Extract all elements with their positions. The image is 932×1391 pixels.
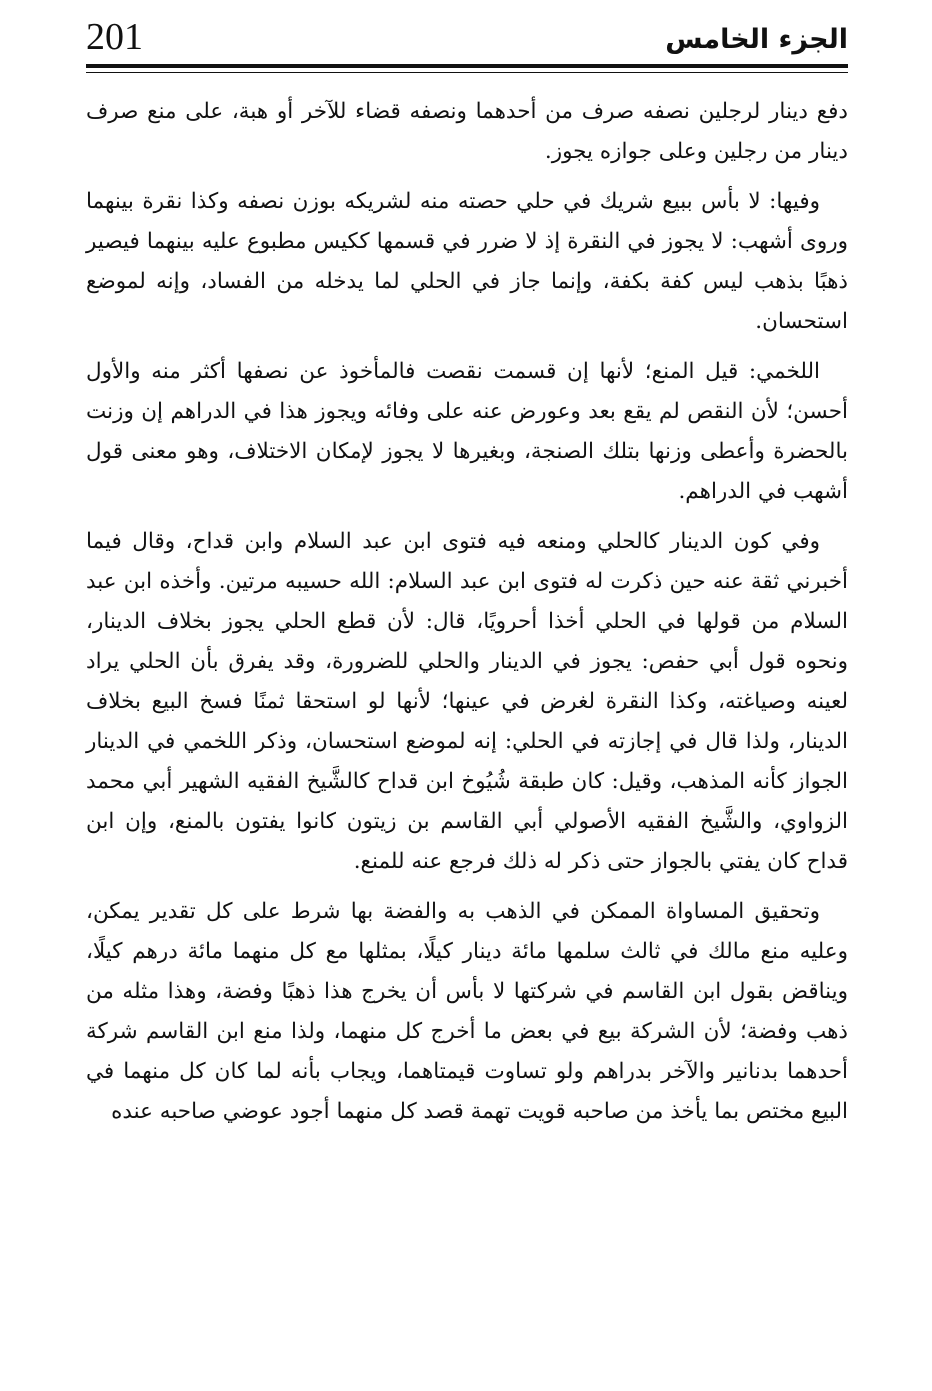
paragraph-2: وفيها: لا بأس ببيع شريك في حلي حصته منه لشريكه بوزن نصفه وكذا نقرة بينهما وروى أشهب: لا يجوز في النقرة إذ لا ضرر في قسمها ككيس مطبوع عليه بينهما فيصير ذهبًا بذهب ليس كفة بكفة، وإنما جاز في الحلي لما يدخله من الفساد، وإنه لموضع استحسان.	[86, 189, 848, 334]
running-head: الجزء الخامس	[665, 24, 848, 55]
paragraph-3: اللخمي: قيل المنع؛ لأنها إن قسمت نقصت فالمأخوذ عن نصفها أكثر منه والأول أحسن؛ لأن النقص لم يقع بعد وعورض عنه على وفائه ويجوز هذا في الدراهم إن وزنت بالحضرة وأعطى وزنها بتلك الصنجة، وبغيرها لا يجوز لإمكان الاختلاف، وهو معنى قول أشهب في الدراهم.	[86, 359, 848, 504]
header-rule-thick	[86, 64, 848, 68]
body-text	[86, 92, 848, 1142]
paragraph-5: وتحقيق المساواة الممكن في الذهب به والفضة بها شرط على كل تقدير يمكن، وعليه منع مالك في ثالث سلمها مائة دينار كيلًا، بمثلها مع كل منهما مائة درهم كيلًا، ويناقض بقول ابن القاسم في شركتها لا بأس أن يخرج هذا ذهبًا وفضة، وهذا مثله من ذهب وفضة؛ لأن الشركة بيع في بعض ما أخرج كل منهما، ولذا منع ابن القاسم شركة أحدهما بدنانير والآخر بدراهم ولو تساوت قيمتاهما، ويجاب بأنه لما كان كل منهما في البيع مختص بما يأخذ من صاحبه قويت تهمة قصد كل منهما أجود عوضي صاحبه عنده	[86, 899, 848, 1124]
paragraph-1: دفع دينار لرجلين نصفه صرف من أحدهما ونصفه قضاء للآخر أو هبة، على منع صرف دينار من رجلين وعلى جوازه يجوز.	[86, 99, 848, 164]
page-header	[86, 14, 848, 66]
page-number: 201	[86, 16, 143, 58]
paragraph-4: وفي كون الدينار كالحلي ومنعه فيه فتوى ابن عبد السلام وابن قداح، وقال فيما أخبرني ثقة عنه حين ذكرت له فتوى ابن عبد السلام: الله حسيبه مرتين. وأخذه ابن عبد السلام من قولها في الحلي أخذا أحرويًا، قال: لأن قطع الحلي يجوز بخلاف الدينار، ونحوه قول أبي حفص: يجوز في الدينار والحلي للضرورة، وقد يفرق بأن الحلي يراد لعينه وصياغته، وكذا النقرة لغرض في عينها؛ لأنها لو استحقا ثمنًا فسخ البيع بخلاف الدينار، ولذا قال في إجازته في الحلي: إنه لموضع استحسان، وذكر اللخمي في الدينار الجواز كأنه المذهب، وقيل: كان طبقة شُيُوخ ابن قداح كالشَّيخ الفقيه الشهير أبي محمد الزواوي، والشَّيخ الفقيه الأصولي أبي القاسم بن زيتون كانوا يفتون بالمنع، وإن ابن قداح كان يفتي بالجواز حتى ذكر له ذلك فرجع عنه للمنع.	[86, 529, 848, 874]
header-rule-thin	[86, 72, 848, 73]
